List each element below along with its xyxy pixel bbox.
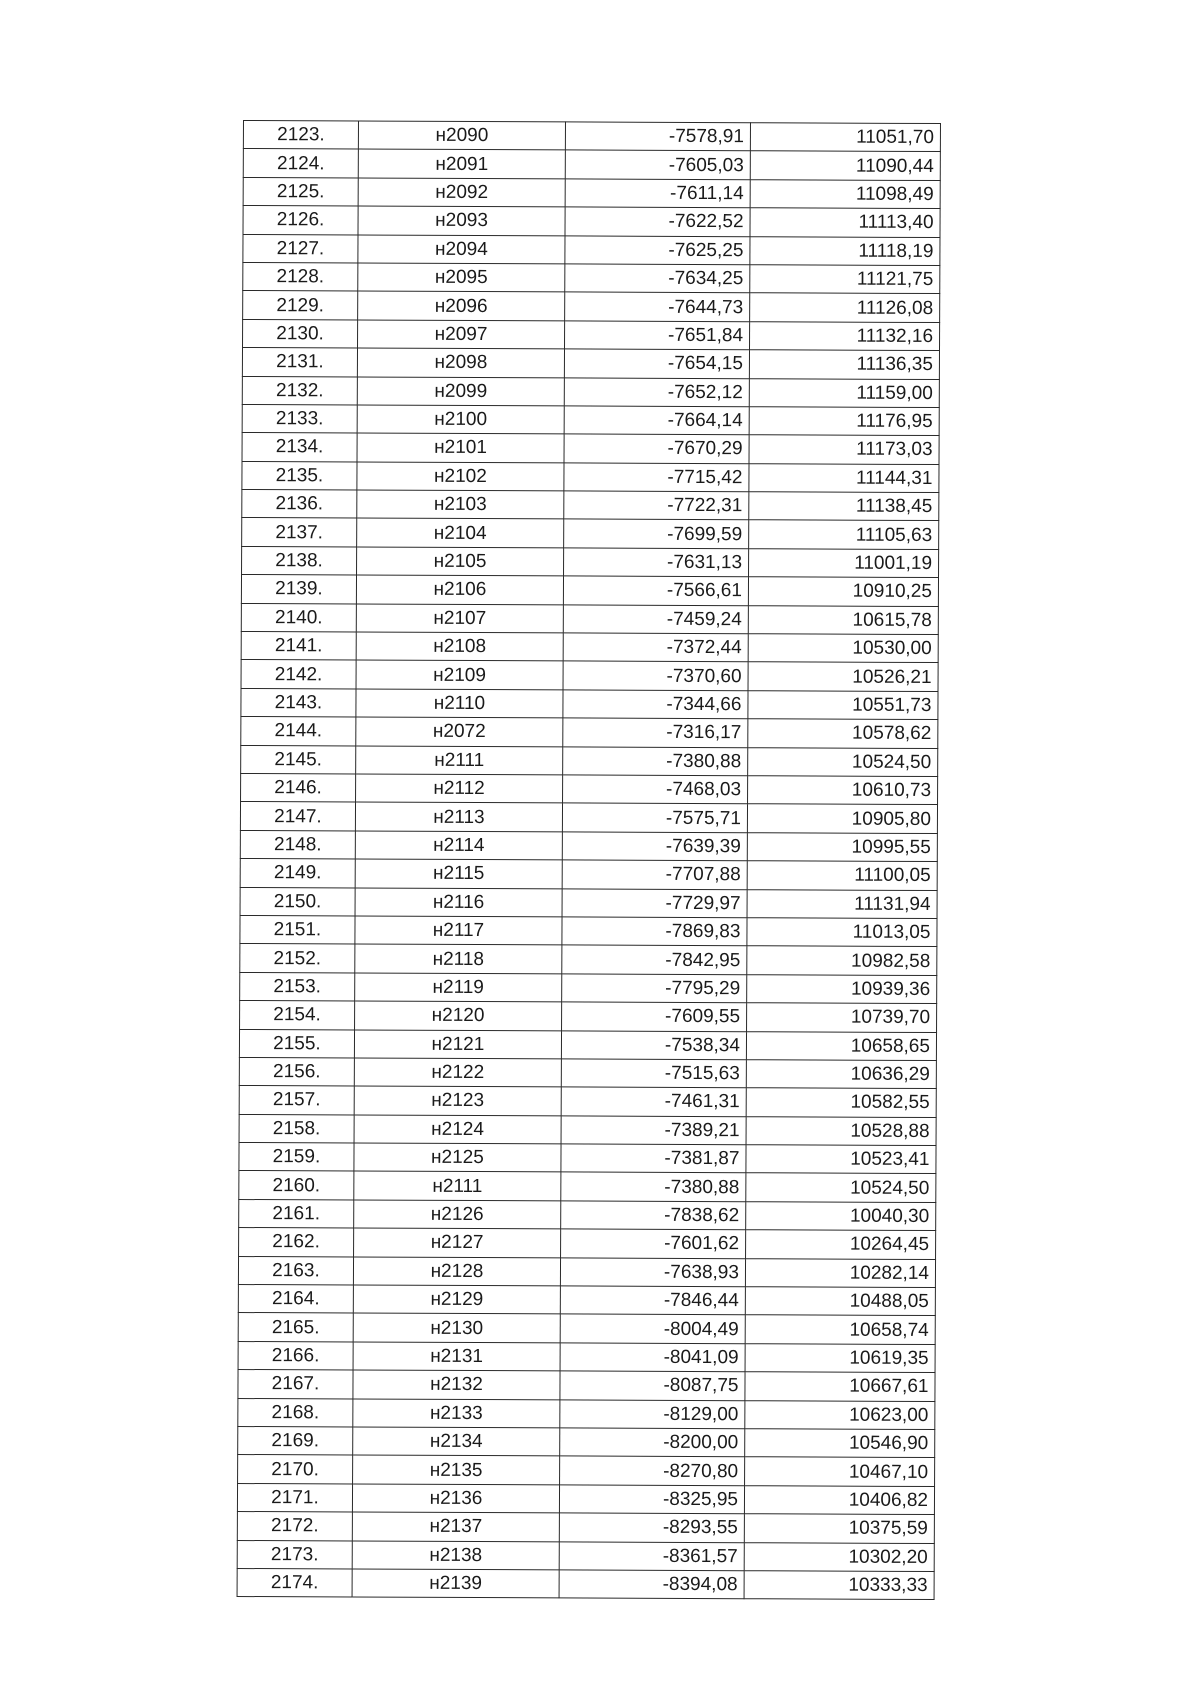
row-number-cell: 2123. <box>243 121 358 150</box>
row-number-cell: 2134. <box>242 433 357 462</box>
point-name-cell: н2131 <box>353 1342 560 1371</box>
point-name-cell: н2132 <box>353 1370 560 1399</box>
x-coordinate-cell: -7461,31 <box>561 1087 746 1116</box>
row-number-cell: 2126. <box>243 206 358 235</box>
x-coordinate-cell: -7459,24 <box>563 605 748 634</box>
point-name-cell: н2135 <box>353 1455 560 1484</box>
x-coordinate-cell: -7380,88 <box>563 746 748 775</box>
row-number-cell: 2140. <box>241 603 356 632</box>
row-number-cell: 2129. <box>243 291 358 320</box>
table-row <box>243 177 940 208</box>
point-name-cell: н2114 <box>355 831 562 860</box>
y-coordinate-cell: 10264,45 <box>746 1230 936 1259</box>
table-row <box>241 745 938 776</box>
point-name-cell: н2125 <box>354 1143 561 1172</box>
y-coordinate-cell: 11173,03 <box>749 435 939 464</box>
table-row <box>241 773 938 804</box>
x-coordinate-cell: -7605,03 <box>565 150 750 179</box>
coordinates-table-body <box>237 121 940 1600</box>
y-coordinate-cell: 10739,70 <box>747 1003 937 1032</box>
table-row <box>238 1426 935 1457</box>
point-name-cell: н2090 <box>358 121 565 150</box>
row-number-cell: 2171. <box>237 1483 352 1512</box>
point-name-cell: н2096 <box>358 291 565 320</box>
x-coordinate-cell: -7729,97 <box>562 888 747 917</box>
y-coordinate-cell: 10467,10 <box>745 1457 935 1486</box>
table-row <box>242 376 939 407</box>
table-row <box>238 1341 935 1372</box>
x-coordinate-cell: -7644,73 <box>565 292 750 321</box>
table-row <box>243 149 940 180</box>
coordinates-table <box>237 120 941 1600</box>
x-coordinate-cell: -7370,60 <box>563 661 748 690</box>
point-name-cell: н2111 <box>356 746 563 775</box>
row-number-cell: 2159. <box>239 1143 354 1172</box>
row-number-cell: 2133. <box>242 404 357 433</box>
y-coordinate-cell: 10551,73 <box>748 691 938 720</box>
row-number-cell: 2132. <box>242 376 357 405</box>
x-coordinate-cell: -8041,09 <box>560 1343 745 1372</box>
point-name-cell: н2105 <box>357 547 564 576</box>
y-coordinate-cell: 10406,82 <box>744 1485 934 1514</box>
x-coordinate-cell: -8325,95 <box>559 1485 744 1514</box>
point-name-cell: н2118 <box>355 944 562 973</box>
table-row <box>242 461 939 492</box>
row-number-cell: 2162. <box>239 1228 354 1257</box>
y-coordinate-cell: 11105,63 <box>749 520 939 549</box>
x-coordinate-cell: -7846,44 <box>560 1286 745 1315</box>
row-number-cell: 2124. <box>243 149 358 178</box>
x-coordinate-cell: -8004,49 <box>560 1314 745 1343</box>
y-coordinate-cell: 10523,41 <box>746 1145 936 1174</box>
point-name-cell: н2133 <box>353 1399 560 1428</box>
table-row <box>241 632 938 663</box>
point-name-cell: н2094 <box>358 235 565 264</box>
point-name-cell: н2072 <box>356 717 563 746</box>
table-row <box>238 1398 935 1429</box>
table-row <box>238 1370 935 1401</box>
y-coordinate-cell: 11100,05 <box>747 861 937 890</box>
row-number-cell: 2136. <box>242 490 357 519</box>
point-name-cell: н2110 <box>356 689 563 718</box>
x-coordinate-cell: -8293,55 <box>559 1513 744 1542</box>
row-number-cell: 2148. <box>240 830 355 859</box>
y-coordinate-cell: 11144,31 <box>749 463 939 492</box>
point-name-cell: н2120 <box>355 1001 562 1030</box>
point-name-cell: н2108 <box>356 632 563 661</box>
x-coordinate-cell: -7578,91 <box>565 122 750 151</box>
point-name-cell: н2097 <box>358 320 565 349</box>
table-row <box>242 348 939 379</box>
row-number-cell: 2174. <box>237 1568 352 1597</box>
point-name-cell: н2130 <box>353 1313 560 1342</box>
table-row <box>239 1114 936 1145</box>
x-coordinate-cell: -7625,25 <box>565 235 750 264</box>
y-coordinate-cell: 11131,94 <box>747 889 937 918</box>
table-row <box>243 234 940 265</box>
x-coordinate-cell: -8087,75 <box>560 1371 745 1400</box>
y-coordinate-cell: 10528,88 <box>746 1116 936 1145</box>
row-number-cell: 2141. <box>241 632 356 661</box>
table-row <box>240 944 937 975</box>
y-coordinate-cell: 10910,25 <box>748 577 938 606</box>
x-coordinate-cell: -8129,00 <box>560 1399 745 1428</box>
table-row <box>237 1540 934 1571</box>
row-number-cell: 2128. <box>243 262 358 291</box>
point-name-cell: н2115 <box>355 859 562 888</box>
point-name-cell: н2093 <box>358 206 565 235</box>
row-number-cell: 2158. <box>239 1114 354 1143</box>
table-row <box>241 603 938 634</box>
row-number-cell: 2131. <box>242 348 357 377</box>
x-coordinate-cell: -7707,88 <box>562 860 747 889</box>
y-coordinate-cell: 11098,49 <box>750 179 940 208</box>
row-number-cell: 2164. <box>238 1285 353 1314</box>
row-number-cell: 2169. <box>238 1426 353 1455</box>
x-coordinate-cell: -7634,25 <box>565 264 750 293</box>
y-coordinate-cell: 11132,16 <box>750 321 940 350</box>
table-row <box>240 1001 937 1032</box>
table-row <box>241 717 938 748</box>
point-name-cell: н2136 <box>352 1484 559 1513</box>
row-number-cell: 2161. <box>239 1199 354 1228</box>
y-coordinate-cell: 11090,44 <box>750 151 940 180</box>
x-coordinate-cell: -7381,87 <box>561 1144 746 1173</box>
row-number-cell: 2168. <box>238 1398 353 1427</box>
table-row <box>238 1256 935 1287</box>
point-name-cell: н2109 <box>356 660 563 689</box>
point-name-cell: н2104 <box>357 518 564 547</box>
table-row <box>239 1171 936 1202</box>
x-coordinate-cell: -7651,84 <box>565 321 750 350</box>
y-coordinate-cell: 11001,19 <box>749 549 939 578</box>
row-number-cell: 2170. <box>238 1455 353 1484</box>
x-coordinate-cell: -8361,57 <box>559 1541 744 1570</box>
point-name-cell: н2111 <box>354 1171 561 1200</box>
table-row <box>239 1086 936 1117</box>
y-coordinate-cell: 10982,58 <box>747 946 937 975</box>
point-name-cell: н2137 <box>352 1512 559 1541</box>
x-coordinate-cell: -8270,80 <box>560 1456 745 1485</box>
row-number-cell: 2145. <box>241 745 356 774</box>
table-row <box>243 262 940 293</box>
x-coordinate-cell: -7638,93 <box>560 1258 745 1287</box>
row-number-cell: 2166. <box>238 1341 353 1370</box>
table-row <box>243 319 940 350</box>
x-coordinate-cell: -8394,08 <box>559 1570 744 1599</box>
row-number-cell: 2149. <box>240 859 355 888</box>
y-coordinate-cell: 10302,20 <box>744 1542 934 1571</box>
row-number-cell: 2163. <box>238 1256 353 1285</box>
row-number-cell: 2135. <box>242 461 357 490</box>
y-coordinate-cell: 10524,50 <box>746 1173 936 1202</box>
point-name-cell: н2103 <box>357 490 564 519</box>
table-row <box>237 1483 934 1514</box>
x-coordinate-cell: -7380,88 <box>561 1172 746 1201</box>
row-number-cell: 2143. <box>241 688 356 717</box>
point-name-cell: н2107 <box>356 604 563 633</box>
table-row <box>242 490 939 521</box>
y-coordinate-cell: 11118,19 <box>750 236 940 265</box>
x-coordinate-cell: -7389,21 <box>561 1116 746 1145</box>
row-number-cell: 2142. <box>241 660 356 689</box>
table-row <box>239 1143 936 1174</box>
x-coordinate-cell: -7722,31 <box>564 491 749 520</box>
table-row <box>242 433 939 464</box>
point-name-cell: н2113 <box>355 802 562 831</box>
row-number-cell: 2137. <box>242 518 357 547</box>
y-coordinate-cell: 11136,35 <box>749 350 939 379</box>
row-number-cell: 2173. <box>237 1540 352 1569</box>
y-coordinate-cell: 10658,74 <box>745 1315 935 1344</box>
y-coordinate-cell: 10488,05 <box>745 1287 935 1316</box>
row-number-cell: 2127. <box>243 234 358 263</box>
point-name-cell: н2126 <box>354 1200 561 1229</box>
point-name-cell: н2124 <box>354 1115 561 1144</box>
table-row <box>243 291 940 322</box>
y-coordinate-cell: 10578,62 <box>748 719 938 748</box>
x-coordinate-cell: -7639,39 <box>562 832 747 861</box>
point-name-cell: н2098 <box>357 348 564 377</box>
row-number-cell: 2144. <box>241 717 356 746</box>
table-row <box>241 688 938 719</box>
point-name-cell: н2091 <box>358 149 565 178</box>
table-row <box>240 802 937 833</box>
x-coordinate-cell: -7838,62 <box>561 1201 746 1230</box>
table-row <box>243 121 940 152</box>
x-coordinate-cell: -7575,71 <box>562 803 747 832</box>
row-number-cell: 2125. <box>243 177 358 206</box>
y-coordinate-cell: 10636,29 <box>746 1060 936 1089</box>
point-name-cell: н2117 <box>355 916 562 945</box>
y-coordinate-cell: 10995,55 <box>747 832 937 861</box>
y-coordinate-cell: 10333,33 <box>744 1571 934 1600</box>
y-coordinate-cell: 10619,35 <box>745 1343 935 1372</box>
table-row <box>239 1029 936 1060</box>
x-coordinate-cell: -7652,12 <box>564 377 749 406</box>
row-number-cell: 2172. <box>237 1512 352 1541</box>
table-row <box>240 972 937 1003</box>
y-coordinate-cell: 10524,50 <box>748 747 938 776</box>
point-name-cell: н2119 <box>355 973 562 1002</box>
x-coordinate-cell: -7664,14 <box>564 406 749 435</box>
x-coordinate-cell: -7316,17 <box>563 718 748 747</box>
row-number-cell: 2167. <box>238 1370 353 1399</box>
point-name-cell: н2122 <box>354 1058 561 1087</box>
row-number-cell: 2160. <box>239 1171 354 1200</box>
x-coordinate-cell: -7468,03 <box>563 775 748 804</box>
row-number-cell: 2157. <box>239 1086 354 1115</box>
y-coordinate-cell: 10040,30 <box>746 1202 936 1231</box>
row-number-cell: 2165. <box>238 1313 353 1342</box>
y-coordinate-cell: 10610,73 <box>748 776 938 805</box>
point-name-cell: н2127 <box>354 1228 561 1257</box>
y-coordinate-cell: 11051,70 <box>750 123 940 152</box>
x-coordinate-cell: -7611,14 <box>565 179 750 208</box>
row-number-cell: 2153. <box>240 972 355 1001</box>
table-row <box>242 518 939 549</box>
x-coordinate-cell: -7631,13 <box>564 548 749 577</box>
row-number-cell: 2155. <box>239 1029 354 1058</box>
y-coordinate-cell: 10905,80 <box>747 804 937 833</box>
table-row <box>238 1455 935 1486</box>
row-number-cell: 2154. <box>240 1001 355 1030</box>
point-name-cell: н2106 <box>356 575 563 604</box>
table-row <box>243 206 940 237</box>
table-row <box>239 1057 936 1088</box>
point-name-cell: н2116 <box>355 888 562 917</box>
y-coordinate-cell: 10546,90 <box>745 1429 935 1458</box>
y-coordinate-cell: 10526,21 <box>748 662 938 691</box>
table-row <box>239 1228 936 1259</box>
point-name-cell: н2100 <box>357 405 564 434</box>
point-name-cell: н2129 <box>353 1285 560 1314</box>
y-coordinate-cell: 10582,55 <box>746 1088 936 1117</box>
x-coordinate-cell: -7609,55 <box>562 1002 747 1031</box>
row-number-cell: 2147. <box>240 802 355 831</box>
point-name-cell: н2121 <box>354 1029 561 1058</box>
table-row <box>242 546 939 577</box>
point-name-cell: н2101 <box>357 433 564 462</box>
y-coordinate-cell: 10658,65 <box>746 1031 936 1060</box>
x-coordinate-cell: -7795,29 <box>562 974 747 1003</box>
point-name-cell: н2092 <box>358 178 565 207</box>
point-name-cell: н2095 <box>358 263 565 292</box>
table-row <box>238 1313 935 1344</box>
point-name-cell: н2099 <box>357 377 564 406</box>
table-row <box>240 915 937 946</box>
table-row <box>240 830 937 861</box>
y-coordinate-cell: 11121,75 <box>750 265 940 294</box>
x-coordinate-cell: -7670,29 <box>564 434 749 463</box>
y-coordinate-cell: 11126,08 <box>750 293 940 322</box>
x-coordinate-cell: -7699,59 <box>564 519 749 548</box>
x-coordinate-cell: -7566,61 <box>563 576 748 605</box>
table-row <box>242 404 939 435</box>
row-number-cell: 2146. <box>241 773 356 802</box>
table-row <box>238 1285 935 1316</box>
y-coordinate-cell: 11113,40 <box>750 208 940 237</box>
x-coordinate-cell: -7842,95 <box>562 945 747 974</box>
x-coordinate-cell: -7344,66 <box>563 690 748 719</box>
x-coordinate-cell: -7538,34 <box>561 1030 746 1059</box>
y-coordinate-cell: 10375,59 <box>744 1514 934 1543</box>
table-row <box>241 660 938 691</box>
y-coordinate-cell: 10615,78 <box>748 605 938 634</box>
y-coordinate-cell: 10282,14 <box>745 1258 935 1287</box>
x-coordinate-cell: -7622,52 <box>565 207 750 236</box>
point-name-cell: н2134 <box>353 1427 560 1456</box>
table-row <box>241 575 938 606</box>
y-coordinate-cell: 10623,00 <box>745 1400 935 1429</box>
row-number-cell: 2130. <box>243 319 358 348</box>
y-coordinate-cell: 11159,00 <box>749 378 939 407</box>
x-coordinate-cell: -8200,00 <box>560 1428 745 1457</box>
table-row <box>240 859 937 890</box>
x-coordinate-cell: -7715,42 <box>564 463 749 492</box>
x-coordinate-cell: -7654,15 <box>564 349 749 378</box>
table-row <box>240 887 937 918</box>
table-row <box>237 1568 934 1599</box>
row-number-cell: 2152. <box>240 944 355 973</box>
row-number-cell: 2138. <box>242 546 357 575</box>
y-coordinate-cell: 11176,95 <box>749 407 939 436</box>
row-number-cell: 2139. <box>241 575 356 604</box>
point-name-cell: н2112 <box>356 774 563 803</box>
point-name-cell: н2123 <box>354 1086 561 1115</box>
row-number-cell: 2151. <box>240 915 355 944</box>
point-name-cell: н2138 <box>352 1541 559 1570</box>
x-coordinate-cell: -7869,83 <box>562 917 747 946</box>
y-coordinate-cell: 10939,36 <box>747 974 937 1003</box>
y-coordinate-cell: 10530,00 <box>748 634 938 663</box>
point-name-cell: н2139 <box>352 1569 559 1598</box>
row-number-cell: 2156. <box>239 1057 354 1086</box>
y-coordinate-cell: 11013,05 <box>747 918 937 947</box>
x-coordinate-cell: -7372,44 <box>563 633 748 662</box>
x-coordinate-cell: -7601,62 <box>561 1229 746 1258</box>
x-coordinate-cell: -7515,63 <box>561 1059 746 1088</box>
point-name-cell: н2102 <box>357 462 564 491</box>
table-row <box>237 1512 934 1543</box>
row-number-cell: 2150. <box>240 887 355 916</box>
y-coordinate-cell: 11138,45 <box>749 492 939 521</box>
point-name-cell: н2128 <box>353 1257 560 1286</box>
table-row <box>239 1199 936 1230</box>
y-coordinate-cell: 10667,61 <box>745 1372 935 1401</box>
